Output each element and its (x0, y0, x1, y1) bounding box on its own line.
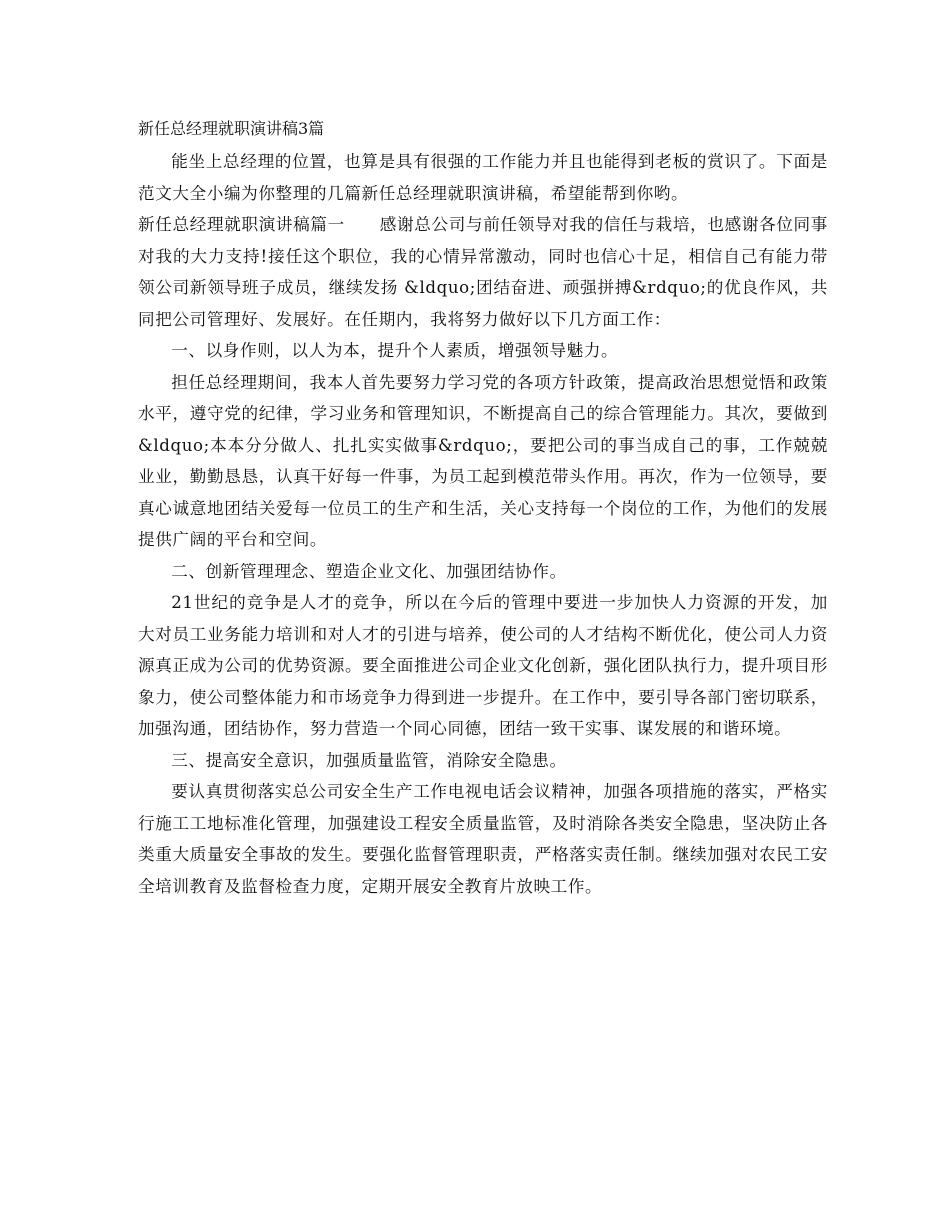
point-two-heading: 二、创新管理理念、塑造企业文化、加强团结协作。 (171, 561, 567, 581)
point-one-body: 担任总经理期间，我本人首先要努力学习党的各项方针政策，提高政治思想觉悟和政策水平，遵守党的纪律，学习业务和管理知识，不断提高自己的综合管理能力。其次，要做到&ldquo;本本分分做人、扎扎实实做事&rdquo;，要把公司的事当成自己的事，工作兢兢业业，勤勤恳恳，认真干好每一件事，为员工起到模范带头作用。再次，作为一位领导，要真心诚意地团结关爱每一位员工的生产和生活，关心支持每一个岗位的工作，为他们的发展提供广阔的平台和空间。 (138, 372, 828, 549)
point-three-body: 要认真贯彻落实总公司安全生产工作电视电话会议精神，加强各项措施的落实，严格实行施工工地标准化管理，加强建设工程安全质量监管，及时消除各类安全隐患，坚决防止各类重大质量安全事故的发生。要强化监督管理职责，严格落实责任制。继续加强对农民工安全培训教育及监督检查力度，定期开展安全教育片放映工作。 (138, 782, 828, 896)
document-page (138, 112, 828, 902)
section-one-paragraph (138, 209, 828, 335)
point-two-body: 21世纪的竞争是人才的竞争，所以在今后的管理中要进一步加快人力资源的开发，加大对员工业务能力培训和对人才的引进与培养，使公司的人才结构不断优化，使公司人力资源真正成为公司的优势资源。要全面推进公司企业文化创新，强化团队执行力，提升项目形象力，使公司整体能力和市场竞争力得到进一步提升。在工作中，要引导各部门密切联系，加强沟通，团结协作，努力营造一个同心同德，团结一致干实事、谋发展的和谐环境。 (138, 593, 828, 738)
point-one-heading: 一、以身作则，以人为本，提升个人素质，增强领导魅力。 (171, 341, 619, 360)
section-lead-text: 感谢总公司与前任领导对我的信任与栽培，也感谢各位同事对我的大力支持!接任这个职位，我的心情异常激动，同时也信心十足，相信自己有能力带领公司新领导班子成员，继续发扬 &ldquo;团结奋进、顽强拼搏&rdquo;的优良作风，共同把公司管理好、发展好。在任期内，我将努力做好以下几方面工作： (138, 215, 828, 329)
point-three-heading: 三、提高安全意识，加强质量监管，消除安全隐患。 (171, 750, 567, 770)
section-heading: 新任总经理就职演讲稿篇一 (138, 215, 345, 234)
document-title: 新任总经理就职演讲稿3篇 (138, 119, 325, 138)
intro-paragraph: 能坐上总经理的位置，也算是具有很强的工作能力并且也能得到老板的赏识了。下面是范文大全小编为你整理的几篇新任总经理就职演讲稿，希望能帮到你哟。 (138, 152, 828, 203)
